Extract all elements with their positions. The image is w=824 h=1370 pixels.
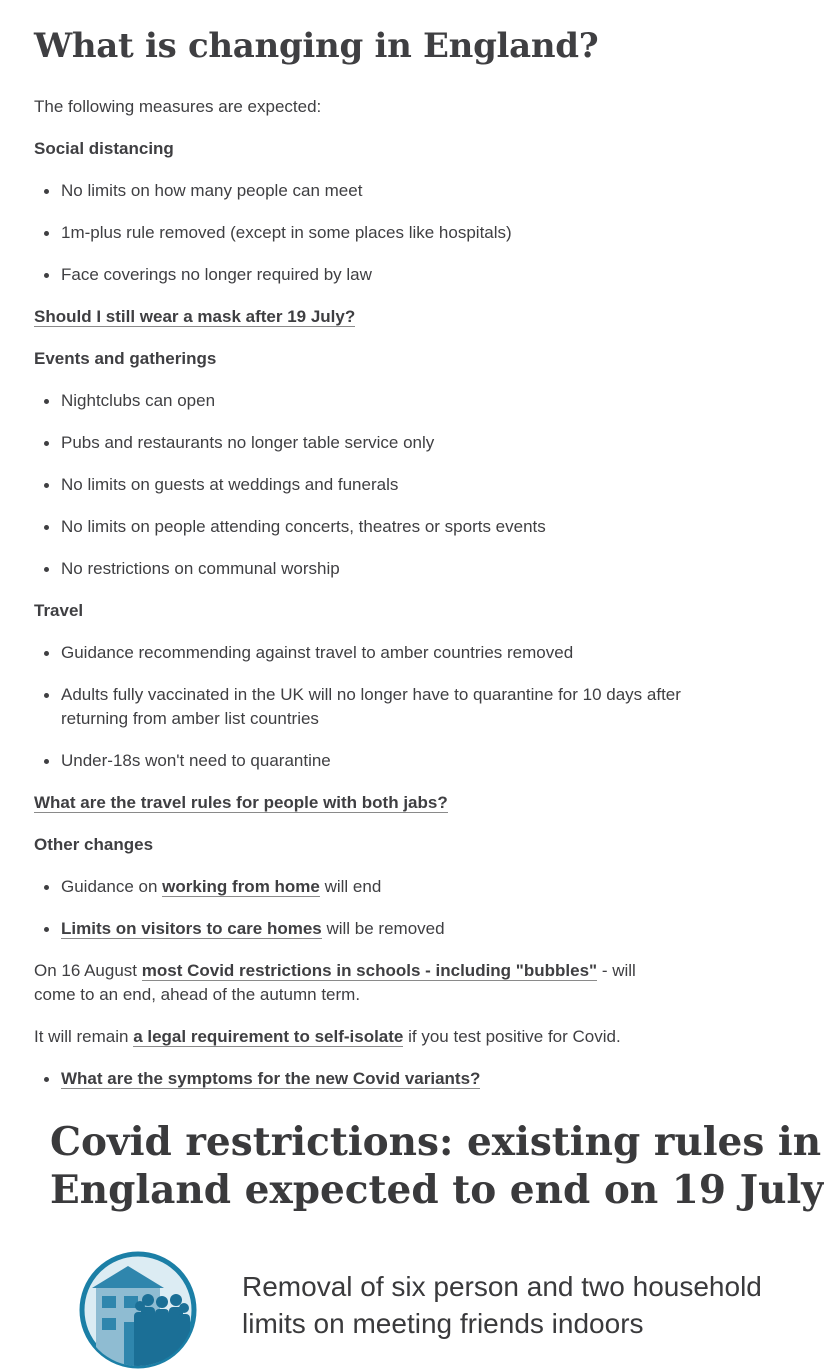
list-item: No limits on guests at weddings and funerals xyxy=(61,473,691,497)
list-item: Pubs and restaurants no longer table service only xyxy=(61,431,691,455)
section-title-travel: Travel xyxy=(34,601,84,620)
self-isolate-link[interactable]: a legal requirement to self-isolate xyxy=(133,1027,404,1046)
symptoms-link[interactable]: What are the symptoms for the new Covid variants? xyxy=(61,1069,481,1088)
list-item: Nightclubs can open xyxy=(61,389,691,413)
list-item: Under-18s won't need to quarantine xyxy=(61,749,691,773)
section-title-other: Other changes xyxy=(34,835,154,854)
mask-link[interactable]: Should I still wear a mask after 19 July? xyxy=(34,307,356,326)
list-item: No restrictions on communal worship xyxy=(61,557,691,581)
isolate-paragraph xyxy=(34,1025,694,1049)
list-item: Guidance recommending against travel to amber countries removed xyxy=(61,641,691,665)
list-item: 1m-plus rule removed (except in some places like hospitals) xyxy=(61,221,691,245)
list-item: No limits on people attending concerts, theatres or sports events xyxy=(61,515,691,539)
infographic-title-line: Covid restrictions: existing rules in xyxy=(50,1119,822,1165)
travel-rules-link[interactable]: What are the travel rules for people with both jabs? xyxy=(34,793,448,812)
working-from-home-link[interactable]: working from home xyxy=(162,877,320,896)
list-item xyxy=(61,875,691,899)
infographic-text xyxy=(242,1268,762,1342)
infographic xyxy=(0,1100,824,1370)
list-item xyxy=(61,1067,691,1091)
page-title: What is changing in England? xyxy=(34,26,599,66)
paragraph-text: It will remain xyxy=(34,1027,134,1046)
list-item-text: will end xyxy=(319,877,382,896)
section-title-events: Events and gatherings xyxy=(34,349,217,368)
house-people-icon xyxy=(78,1250,198,1370)
infographic-title xyxy=(50,1118,824,1214)
infographic-text-line: Removal of six person and two household xyxy=(242,1271,762,1302)
list-item: Adults fully vaccinated in the UK will no longer have to quarantine for 10 days after returning from amber list countries xyxy=(61,683,681,731)
list-item-text: will be removed xyxy=(321,919,445,938)
list-item: No limits on how many people can meet xyxy=(61,179,691,203)
paragraph-text: - will come to an end, ahead of the autumn term. xyxy=(34,961,636,1004)
schools-paragraph xyxy=(34,959,674,1007)
section-title-social: Social distancing xyxy=(34,139,174,158)
infographic-title-line: England expected to end on 19 July xyxy=(50,1167,824,1213)
intro-text: The following measures are expected: xyxy=(34,97,322,116)
paragraph-text: if you test positive for Covid. xyxy=(403,1027,621,1046)
care-homes-link[interactable]: Limits on visitors to care homes xyxy=(61,919,322,938)
list-item: Face coverings no longer required by law xyxy=(61,263,691,287)
schools-link[interactable]: most Covid restrictions in schools - including "bubbles" xyxy=(141,961,598,980)
list-item xyxy=(61,917,691,941)
infographic-text-line: limits on meeting friends indoors xyxy=(242,1308,644,1339)
paragraph-text: On 16 August xyxy=(34,961,142,980)
list-item-text: Guidance on xyxy=(61,877,163,896)
